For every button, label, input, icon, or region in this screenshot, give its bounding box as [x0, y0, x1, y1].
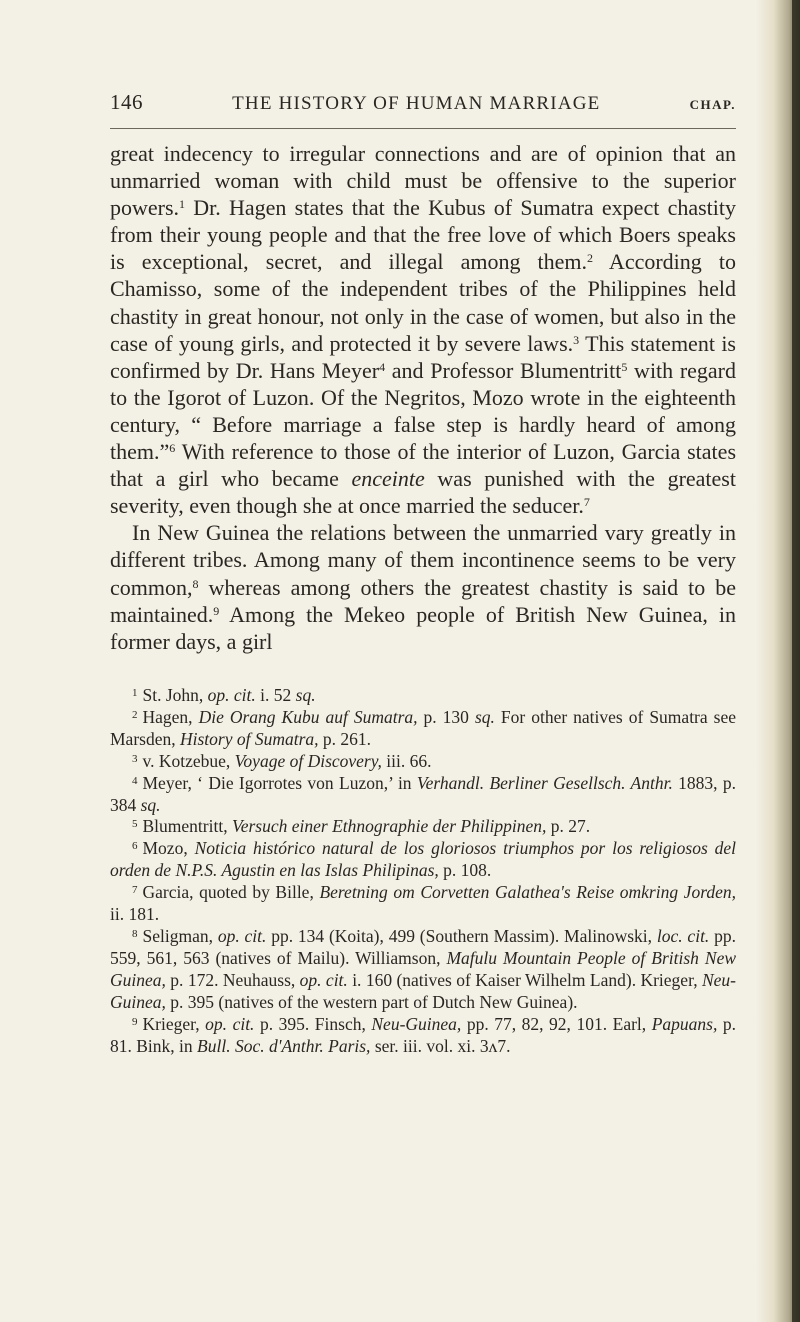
italic-term: Beretning om Corvetten Galathea's Reise omkring Jorden, [319, 882, 737, 903]
text-span: pp. 559, 561, 563 (natives of Mailu). Williamson, [110, 925, 737, 968]
text-span: Krieger, [142, 1013, 206, 1034]
footnote-2 [110, 707, 736, 751]
italic-term: sq. [474, 706, 495, 727]
footnote-ref-3[interactable]: 3 [573, 332, 580, 347]
footnote-6 [110, 838, 736, 882]
footnote-9 [110, 1014, 736, 1058]
footnote-number: 7 [132, 884, 138, 897]
page-number: 146 [110, 90, 143, 114]
italic-term: Bull. Soc. d'Anthr. Paris, [197, 1035, 371, 1056]
italic-term: Verhandl. Berliner Gesellsch. Anthr. [416, 772, 673, 793]
italic-term: op. cit. [217, 925, 267, 946]
text-span: iii. 66. [381, 750, 432, 771]
footnote-number: 8 [132, 927, 138, 940]
text-span: ii. 181. [110, 904, 160, 925]
text-span: pp. 134 (Koita), 499 (Southern Massim). Malinowski, [266, 925, 657, 946]
italic-term: op. cit. [207, 685, 256, 705]
text-span: p. 108. [438, 860, 492, 881]
italic-term: Versuch einer Ethnographie der Philippinen, [231, 816, 547, 837]
text-span: p. 130 [417, 706, 475, 727]
text-span: ser. iii. vol. xi. 3ʌ7. [370, 1035, 511, 1056]
footnote-ref-7[interactable]: 7 [583, 495, 590, 510]
italic-term: Noticia histórico natural de los gloriosos triumphos por los religiosos del orden de N.P.S. Agustin en las Islas Philipinas, [110, 838, 737, 881]
footnote-number: 9 [132, 1015, 138, 1028]
text-span: pp. 77, 82, 92, 101. Earl, [461, 1013, 652, 1034]
footnote-3 [110, 751, 736, 773]
footnote-ref-9[interactable]: 9 [213, 603, 220, 618]
footnote-ref-1[interactable]: 1 [179, 197, 186, 212]
text-span: and Professor Blumentritt [385, 357, 622, 383]
running-title: THE HISTORY OF HUMAN MARRIAGE [232, 93, 601, 114]
italic-term: loc. cit. [656, 925, 710, 946]
footnotes [110, 685, 736, 1057]
footnote-number: 4 [132, 774, 138, 787]
paragraph-1 [110, 140, 736, 519]
running-head [110, 90, 736, 120]
text-span: Dr. Hagen states that the Kubus of Sumatra expect chastity from their young people and that the free love of which Boers speaks is exceptional, secret, and illegal among them. [110, 195, 736, 275]
italic-term: Die Orang Kubu auf Sumatra, [198, 706, 418, 727]
text-span: Blumentritt, [142, 816, 232, 837]
footnote-number: 3 [132, 752, 138, 765]
italic-term: sq. [140, 794, 161, 815]
text-span: Hagen, [142, 706, 199, 727]
italic-term: Papuans, [651, 1013, 718, 1034]
text-span: was punished with the greatest severity, even though she at once married the seducer. [110, 466, 736, 519]
footnote-5 [110, 816, 736, 838]
footnote-1 [110, 685, 736, 707]
text-span: p. 27. [546, 816, 591, 837]
text-span: According to Chamisso, some of the independent tribes of the Philippines held chastity in great honour, not only in the case of women, but also in the case of young girls, and protected it by severe laws. [110, 249, 736, 356]
text-span: 1883, p. 384 [110, 772, 736, 815]
footnote-number: 1 [132, 687, 138, 699]
chapter-label: CHAP. [689, 97, 736, 112]
body-text [110, 140, 736, 655]
text-span: great indecency to irregular connections and are of opinion that an unmarried woman with child must be offensive to the superior powers. [110, 141, 736, 221]
footnote-8 [110, 926, 736, 1014]
footnote-ref-2[interactable]: 2 [587, 251, 594, 266]
footnote-ref-5[interactable]: 5 [621, 359, 628, 374]
text-span: Mozo, [142, 838, 195, 859]
italic-term: History of Sumatra, [179, 728, 319, 749]
text-span: whereas among others the greatest chastity is said to be maintained. [110, 574, 736, 627]
text-span: With reference to those of the interior of Luzon, Garcia states that a girl who became [110, 439, 736, 492]
footnote-4 [110, 773, 736, 817]
footnote-ref-4[interactable]: 4 [379, 359, 386, 374]
text-span: v. Kotzebue, [142, 750, 235, 771]
text-span: p. 395 (natives of the western part of Dutch New Guinea). [165, 991, 578, 1012]
text-span: Seligman, [142, 925, 218, 946]
paragraph-2 [110, 519, 736, 654]
text-span: with regard to the Igorot of Luzon. Of the Negritos, Mozo wrote in the eighteenth century, “ Before marriage a false step is hardly heard of among them.” [110, 357, 736, 465]
italic-term: enceinte [351, 466, 425, 492]
italic-term: op. cit. [205, 1013, 255, 1034]
text-span: St. John, [142, 685, 208, 705]
footnote-ref-8[interactable]: 8 [192, 576, 199, 591]
italic-term: op. cit. [299, 969, 348, 990]
text-span: For other natives of Sumatra see Marsden, [110, 706, 736, 749]
italic-term: Neu-Guinea, [371, 1013, 462, 1034]
text-span: Meyer, ‘ Die Igorrotes von Luzon,’ in [142, 772, 417, 793]
text-span: p. 81. Bink, in [110, 1013, 736, 1056]
text-span: i. 52 [255, 685, 296, 705]
italic-term: sq. [295, 685, 316, 705]
header-rule [110, 128, 736, 129]
text-span: p. 395. Finsch, [254, 1013, 372, 1034]
text-span: i. 160 (natives of Kaiser Wilhelm Land). Krieger, [347, 969, 702, 990]
text-span: In New Guinea the relations between the unmarried vary greatly in different tribes. Among many of them incontinence seems to be very common, [110, 520, 736, 600]
footnote-number: 6 [132, 840, 138, 853]
footnote-number: 5 [132, 818, 138, 831]
italic-term: Mafulu Mountain People of British New Guinea, [110, 947, 737, 990]
italic-term: Voyage of Discovery, [234, 750, 382, 771]
text-span: Among the Mekeo people of British New Guinea, in former days, a girl [110, 601, 736, 654]
text-span: Garcia, quoted by Bille, [142, 882, 320, 903]
text-span: p. 172. Neuhauss, [165, 969, 300, 990]
binding-edge [792, 0, 800, 1322]
footnote-number: 2 [132, 708, 138, 721]
text-span: p. 261. [318, 728, 372, 749]
italic-term: Neu-Guinea, [110, 969, 736, 1012]
text-span: This statement is confirmed by Dr. Hans Meyer [110, 330, 736, 383]
footnote-7 [110, 882, 736, 926]
footnote-ref-6[interactable]: 6 [169, 441, 176, 456]
